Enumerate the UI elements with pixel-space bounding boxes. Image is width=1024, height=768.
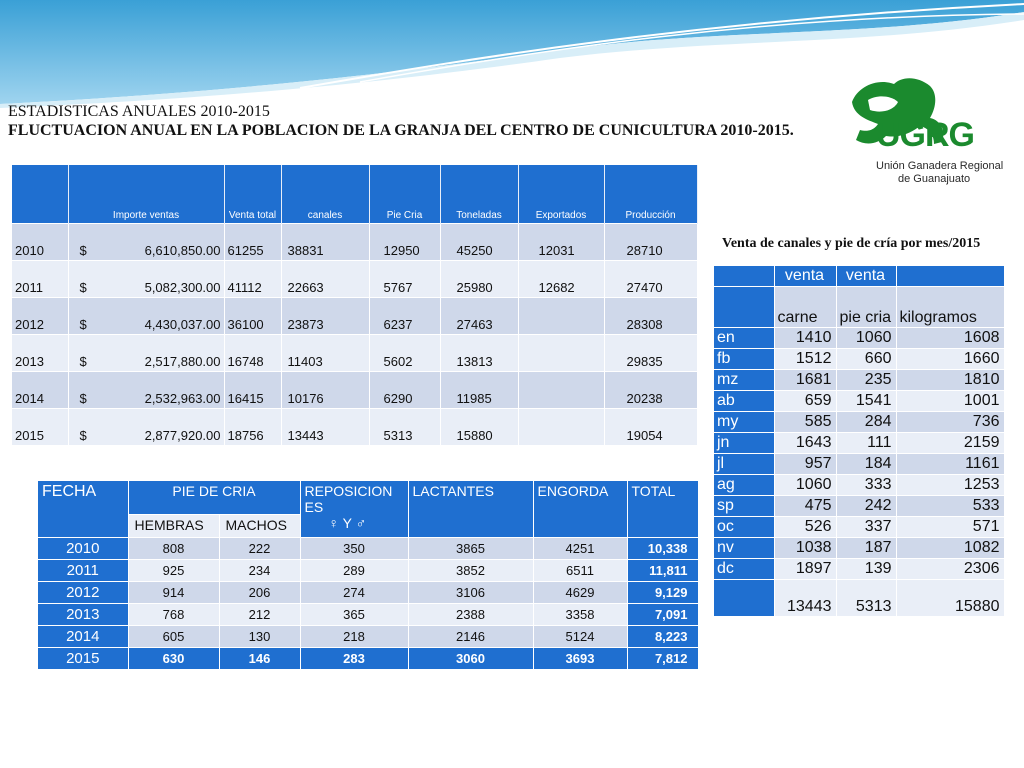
- pie-cria-cell: 1541: [836, 391, 896, 412]
- kilogramos-cell: 1608: [896, 328, 1004, 349]
- hembras-cell: 808: [128, 538, 219, 560]
- table-row: [714, 349, 1004, 370]
- lactantes-cell: 2146: [408, 626, 533, 648]
- total-cell: 11,811: [627, 560, 698, 582]
- exportados-cell: [518, 372, 604, 409]
- header-toneladas: Toneladas: [440, 165, 518, 224]
- month-cell: nv: [714, 538, 774, 559]
- page-title: FLUCTUACION ANUAL EN LA POBLACION DE LA GRANJA DEL CENTRO DE CUNICULTURA 2010-2015.: [8, 122, 794, 139]
- reposiciones-cell: 274: [300, 582, 408, 604]
- carne-cell: 1681: [774, 370, 836, 391]
- gender-symbols: ♀ Y ♂: [328, 515, 367, 531]
- canales-cell: 38831: [281, 224, 369, 261]
- toneladas-cell: 27463: [440, 298, 518, 335]
- importe-cell: [68, 261, 224, 298]
- year-cell: 2014: [12, 372, 68, 409]
- table-row: [714, 496, 1004, 517]
- table-row: [714, 475, 1004, 496]
- header-machos: MACHOS: [219, 515, 300, 538]
- currency-symbol: $: [79, 280, 87, 295]
- exportados-cell: [518, 298, 604, 335]
- importe-value: 4,430,037.00: [144, 317, 221, 332]
- header-pie-de-cria: PIE DE CRIA: [128, 481, 300, 515]
- carne-cell: 1512: [774, 349, 836, 370]
- reposiciones-cell: 218: [300, 626, 408, 648]
- kilogramos-cell: 2159: [896, 433, 1004, 454]
- month-cell: jn: [714, 433, 774, 454]
- month-cell: my: [714, 412, 774, 433]
- engorda-cell: 4629: [533, 582, 627, 604]
- total-cell: 7,091: [627, 604, 698, 626]
- hembras-cell: 605: [128, 626, 219, 648]
- month-cell: dc: [714, 559, 774, 580]
- reposiciones-cell: 365: [300, 604, 408, 626]
- carne-cell: 475: [774, 496, 836, 517]
- produccion-cell: 19054: [604, 409, 697, 446]
- monthly-sales-table: [714, 265, 1005, 616]
- pie-cria-cell: 6237: [369, 298, 440, 335]
- table-row: [714, 454, 1004, 475]
- machos-cell: 234: [219, 560, 300, 582]
- pie-cria-cell: 1060: [836, 328, 896, 349]
- table-subheader-row: [714, 287, 1004, 328]
- table-row: [12, 335, 697, 372]
- engorda-cell: 3358: [533, 604, 627, 626]
- pie-cria-cell: 6290: [369, 372, 440, 409]
- reposiciones-cell: 289: [300, 560, 408, 582]
- table-row: [714, 328, 1004, 349]
- reposiciones-cell: 283: [300, 648, 408, 670]
- table-row: [38, 604, 698, 626]
- pie-cria-cell: 284: [836, 412, 896, 433]
- engorda-cell: 5124: [533, 626, 627, 648]
- year-cell: 2010: [38, 538, 128, 560]
- importe-cell: [68, 224, 224, 261]
- month-cell: jl: [714, 454, 774, 475]
- currency-symbol: $: [79, 317, 87, 332]
- month-cell: en: [714, 328, 774, 349]
- produccion-cell: 28710: [604, 224, 697, 261]
- table-row: [714, 370, 1004, 391]
- importe-cell: [68, 372, 224, 409]
- importe-cell: [68, 409, 224, 446]
- produccion-cell: 28308: [604, 298, 697, 335]
- carne-cell: 526: [774, 517, 836, 538]
- header-hembras: HEMBRAS: [128, 515, 219, 538]
- kilogramos-cell: 736: [896, 412, 1004, 433]
- month-cell: oc: [714, 517, 774, 538]
- header-cell: [714, 266, 774, 287]
- pie-cria-cell: 242: [836, 496, 896, 517]
- importe-value: 5,082,300.00: [144, 280, 221, 295]
- exportados-cell: [518, 335, 604, 372]
- monthly-table-caption: Venta de canales y pie de cría por mes/2015: [722, 236, 981, 251]
- table-row: [38, 538, 698, 560]
- total-kilogramos: 15880: [896, 580, 1004, 617]
- lactantes-cell: 3106: [408, 582, 533, 604]
- importe-cell: [68, 298, 224, 335]
- table-header-row: [12, 165, 697, 224]
- header-cell: [714, 287, 774, 328]
- header-cell: venta: [774, 266, 836, 287]
- table-header-row: [714, 266, 1004, 287]
- logo-subtitle-1: Unión Ganadera Regional: [876, 160, 1004, 172]
- totals-label: [714, 580, 774, 617]
- year-cell: 2011: [12, 261, 68, 298]
- year-cell: 2015: [38, 648, 128, 670]
- total-pie-cria: 5313: [836, 580, 896, 617]
- year-cell: 2015: [12, 409, 68, 446]
- reposiciones-cell: 350: [300, 538, 408, 560]
- year-cell: 2010: [12, 224, 68, 261]
- table-row: [38, 582, 698, 604]
- importe-value: 2,532,963.00: [144, 391, 221, 406]
- venta-total-cell: 36100: [224, 298, 281, 335]
- header-importe: Importe ventas: [68, 165, 224, 224]
- carne-cell: 1038: [774, 538, 836, 559]
- table-row: [714, 391, 1004, 412]
- importe-cell: [68, 335, 224, 372]
- toneladas-cell: 15880: [440, 409, 518, 446]
- table-row: [12, 298, 697, 335]
- header-produccion: Producción: [604, 165, 697, 224]
- header-carne: carne: [774, 287, 836, 328]
- exportados-cell: 12031: [518, 224, 604, 261]
- kilogramos-cell: 1253: [896, 475, 1004, 496]
- pie-cria-cell: 12950: [369, 224, 440, 261]
- venta-total-cell: 16748: [224, 335, 281, 372]
- kilogramos-cell: 571: [896, 517, 1004, 538]
- currency-symbol: $: [79, 428, 87, 443]
- hembras-cell: 630: [128, 648, 219, 670]
- kilogramos-cell: 1660: [896, 349, 1004, 370]
- machos-cell: 222: [219, 538, 300, 560]
- carne-cell: 1410: [774, 328, 836, 349]
- pie-cria-cell: 139: [836, 559, 896, 580]
- year-cell: 2013: [12, 335, 68, 372]
- pie-cria-cell: 5767: [369, 261, 440, 298]
- population-table: [38, 481, 699, 669]
- table-row: [714, 433, 1004, 454]
- carne-cell: 1643: [774, 433, 836, 454]
- produccion-cell: 27470: [604, 261, 697, 298]
- kilogramos-cell: 1161: [896, 454, 1004, 475]
- table-header-row: [38, 481, 698, 515]
- carne-cell: 1060: [774, 475, 836, 496]
- lactantes-cell: 3852: [408, 560, 533, 582]
- hembras-cell: 768: [128, 604, 219, 626]
- table-row: [12, 372, 697, 409]
- month-cell: fb: [714, 349, 774, 370]
- pie-cria-cell: 333: [836, 475, 896, 496]
- month-cell: ag: [714, 475, 774, 496]
- logo-subtitle-2: de Guanajuato: [898, 173, 971, 185]
- canales-cell: 22663: [281, 261, 369, 298]
- pie-cria-cell: 660: [836, 349, 896, 370]
- engorda-cell: 6511: [533, 560, 627, 582]
- header-subtitle: ESTADISTICAS ANUALES 2010-2015: [8, 103, 270, 120]
- produccion-cell: 29835: [604, 335, 697, 372]
- venta-total-cell: 16415: [224, 372, 281, 409]
- importe-value: 2,517,880.00: [144, 354, 221, 369]
- table-row: [12, 261, 697, 298]
- exportados-cell: 12682: [518, 261, 604, 298]
- pie-cria-cell: 5313: [369, 409, 440, 446]
- machos-cell: 130: [219, 626, 300, 648]
- importe-value: 2,877,920.00: [144, 428, 221, 443]
- table-row: [12, 224, 697, 261]
- total-cell: 7,812: [627, 648, 698, 670]
- header-canales: canales: [281, 165, 369, 224]
- table-row: [38, 626, 698, 648]
- currency-symbol: $: [79, 243, 87, 258]
- year-cell: 2013: [38, 604, 128, 626]
- year-cell: 2012: [38, 582, 128, 604]
- machos-cell: 212: [219, 604, 300, 626]
- logo-text: UGRG: [876, 116, 974, 154]
- venta-total-cell: 41112: [224, 261, 281, 298]
- pie-cria-cell: 187: [836, 538, 896, 559]
- kilogramos-cell: 1810: [896, 370, 1004, 391]
- ugrg-logo: [832, 72, 1004, 190]
- pie-cria-cell: 235: [836, 370, 896, 391]
- carne-cell: 659: [774, 391, 836, 412]
- toneladas-cell: 11985: [440, 372, 518, 409]
- header-cell-blank: [12, 165, 68, 224]
- header-cell: [896, 266, 1004, 287]
- canales-cell: 13443: [281, 409, 369, 446]
- header-pie-cria: pie cria: [836, 287, 896, 328]
- kilogramos-cell: 2306: [896, 559, 1004, 580]
- header-cell: venta: [836, 266, 896, 287]
- pie-cria-cell: 111: [836, 433, 896, 454]
- currency-symbol: $: [79, 354, 87, 369]
- header-total: TOTAL: [627, 481, 698, 538]
- total-cell: 9,129: [627, 582, 698, 604]
- pie-cria-cell: 5602: [369, 335, 440, 372]
- kilogramos-cell: 1082: [896, 538, 1004, 559]
- table-row: [714, 538, 1004, 559]
- header-engorda: ENGORDA: [533, 481, 627, 538]
- toneladas-cell: 25980: [440, 261, 518, 298]
- header-kilogramos: kilogramos: [896, 287, 1004, 328]
- canales-cell: 11403: [281, 335, 369, 372]
- table-row: [714, 559, 1004, 580]
- annual-sales-table: [12, 165, 698, 445]
- toneladas-cell: 13813: [440, 335, 518, 372]
- header-reposiciones: [300, 481, 408, 538]
- machos-cell: 206: [219, 582, 300, 604]
- produccion-cell: 20238: [604, 372, 697, 409]
- machos-cell: 146: [219, 648, 300, 670]
- engorda-cell: 4251: [533, 538, 627, 560]
- table-row: [12, 409, 697, 446]
- header-fecha: FECHA: [38, 481, 128, 538]
- carne-cell: 585: [774, 412, 836, 433]
- carne-cell: 957: [774, 454, 836, 475]
- lactantes-cell: 3865: [408, 538, 533, 560]
- month-cell: mz: [714, 370, 774, 391]
- header-lactantes: LACTANTES: [408, 481, 533, 538]
- hembras-cell: 914: [128, 582, 219, 604]
- hembras-cell: 925: [128, 560, 219, 582]
- canales-cell: 10176: [281, 372, 369, 409]
- total-cell: 8,223: [627, 626, 698, 648]
- month-cell: sp: [714, 496, 774, 517]
- venta-total-cell: 18756: [224, 409, 281, 446]
- lactantes-cell: 3060: [408, 648, 533, 670]
- toneladas-cell: 45250: [440, 224, 518, 261]
- table-row: [714, 517, 1004, 538]
- header-pie-cria: Pie Cria: [369, 165, 440, 224]
- exportados-cell: [518, 409, 604, 446]
- table-row: [38, 648, 698, 670]
- table-row: [714, 412, 1004, 433]
- total-carne: 13443: [774, 580, 836, 617]
- importe-value: 6,610,850.00: [144, 243, 221, 258]
- year-cell: 2014: [38, 626, 128, 648]
- table-row: [38, 560, 698, 582]
- header-exportados: Exportados: [518, 165, 604, 224]
- lactantes-cell: 2388: [408, 604, 533, 626]
- pie-cria-cell: 184: [836, 454, 896, 475]
- engorda-cell: 3693: [533, 648, 627, 670]
- venta-total-cell: 61255: [224, 224, 281, 261]
- pie-cria-cell: 337: [836, 517, 896, 538]
- year-cell: 2011: [38, 560, 128, 582]
- month-cell: ab: [714, 391, 774, 412]
- carne-cell: 1897: [774, 559, 836, 580]
- reposiciones-label: REPOSICIONES: [304, 483, 393, 515]
- canales-cell: 23873: [281, 298, 369, 335]
- kilogramos-cell: 1001: [896, 391, 1004, 412]
- totals-row: [714, 580, 1004, 617]
- total-cell: 10,338: [627, 538, 698, 560]
- year-cell: 2012: [12, 298, 68, 335]
- currency-symbol: $: [79, 391, 87, 406]
- kilogramos-cell: 533: [896, 496, 1004, 517]
- header-venta-total: Venta total: [224, 165, 281, 224]
